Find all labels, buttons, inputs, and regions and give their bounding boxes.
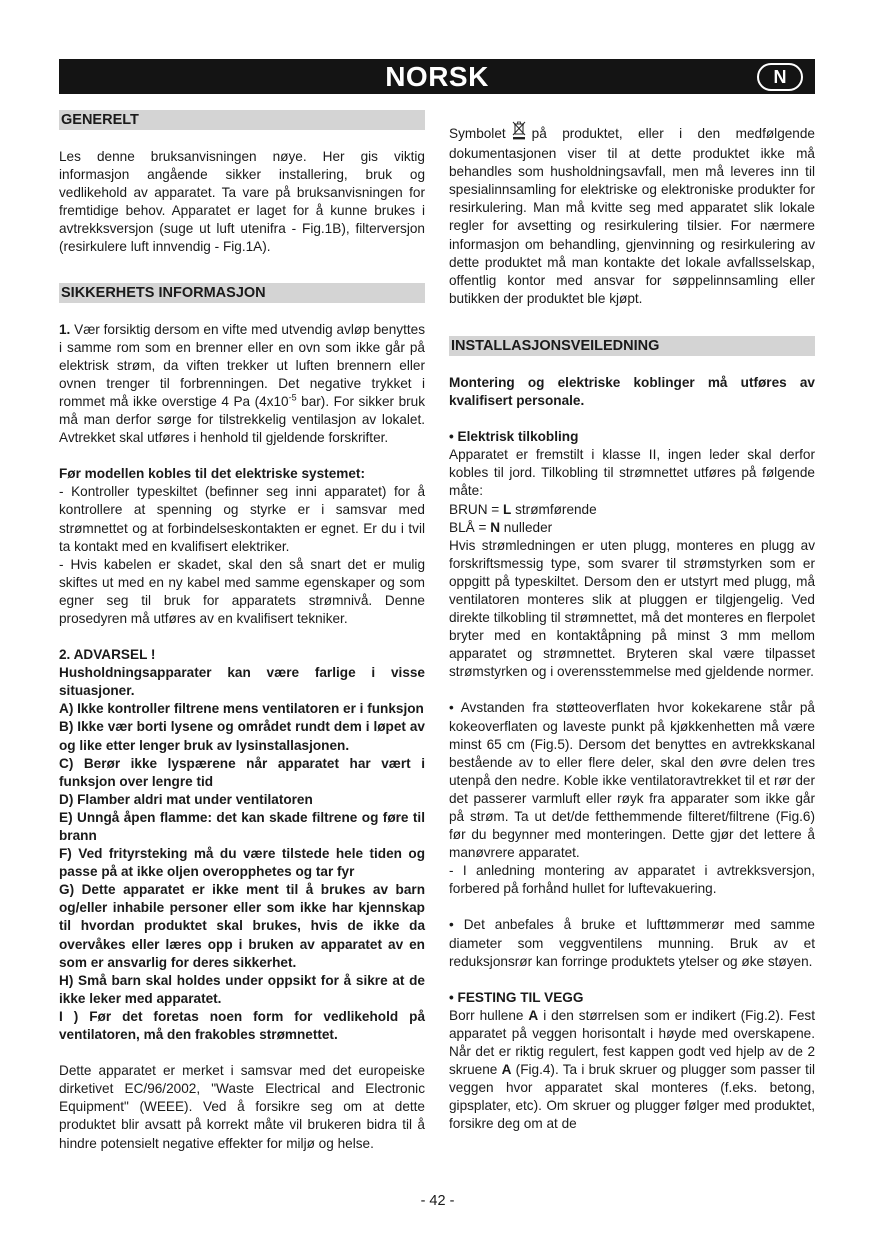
warning-item-d: D) Flamber aldri mat under ventilatoren bbox=[59, 791, 313, 807]
plug-paragraph: Hvis strømledningen er uten plugg, monteres en plugg av forskriftsmessig type, som svarer til strømstyrken som er oppgitt på typeskiltet. Dersom den er utstyrt med plugg, må ventilatoren monteres slik at pluggen er tilgjengelig. Ved direkte tilkobling til strømnettet, må det monteres en flerpolet bryter med en kontaktåpning på minst 3 mm mellom apparatet og strømnettet. Bryteren skal være tilpasset strømstyrken og i overensstemmelse med gjeldende normer. bbox=[449, 537, 815, 680]
installation-intro: Montering og elektriske koblinger må utføres av kvalifisert personale. bbox=[449, 374, 815, 409]
brown-wire-line bbox=[449, 501, 815, 519]
warning-item-g: G) Dette apparatet er ikke ment til å brukes av barn og/eller inhabile personer eller som ikke har kjennskap til hvordan produktet skal brukes, hvis de ikke da overvåkes eller læres opp i bruken av apparatet av en som er ansvarlig for deres sikkerhet. bbox=[59, 882, 425, 970]
distance-paragraph-2: - I anledning montering av apparatet i avtrekksversjon, forbered på forhånd hullet for luftevakuering. bbox=[449, 863, 815, 897]
warning-item-b: B) Ikke vær borti lysene og området rundt dem i løpet av og like etter lenger bruk av lysinstallasjonen. bbox=[59, 719, 425, 753]
blue-label: BLÅ = bbox=[449, 519, 491, 535]
wall-text-c: i den størrelsen som er indikert (Fig.2). Fest apparatet på veggen horisontalt i høyde med overskapene. Når det er riktig regulert, fest kappen godt ved hjelp av de 2 skruene bbox=[449, 1007, 816, 1078]
distance-paragraph: • Avstanden fra støtteoverflaten hvor kokekarene står på kokeoverflaten og laveste punkt på kjøkkenhetten må være minst 65 cm (Fig.5). Dersom det benyttes en avtrekkskanal bestående av to eller flere deler, skal den øvre delen tres utenpå den nedre. Koble ikke ventilatoravtrekket til et rør der det passerer varmluft eller røyk fra apparater som ikke går på strøm. Ta ut det/de fetthemmende filteret/filtrene (Fig.6) før du begynner med monteringen. Dette gjør det lettere å manøvrere apparatet. bbox=[449, 700, 815, 861]
general-paragraph: Les denne bruksanvisningen nøye. Her gis viktig informasjon angående sikker installering, bruk og vedlikehold av apparatet. Ta vare på bruksanvisningen for fremtidige behov. Apparatet er laget for å kunne brukes i avtrekksversjon (suge ut luft utenifra - Fig.1B), filterversjon (resirkulere luft innvendig - Fig.1A). bbox=[59, 149, 425, 255]
safety-number: 1. bbox=[59, 321, 71, 337]
warning-item-h: H) Små barn skal holdes under oppsikt for å sikre at de ikke leker med apparatet. bbox=[59, 972, 425, 1006]
wall-code-a1: A bbox=[528, 1007, 539, 1023]
section-title-installation: INSTALLASJONSVEILEDNING bbox=[449, 336, 815, 356]
warning-item-c: C) Berør ikke lyspærene når apparatet har vært i funksjon over lengre tid bbox=[59, 755, 425, 789]
safety-text-a: Vær forsiktig dersom en vifte med utvendig avløp benyttes i samme rom som en brenner eller en ovn som ikke går på elektrisk strøm, da viften trekker ut luften brennern eller ovnen trenger til forbrenningen. Det negative trykket i rommet må ikke overstige 4 Pa (4x10 bbox=[59, 321, 425, 409]
language-badge: N bbox=[757, 63, 803, 91]
weee-crossed-bin-icon bbox=[512, 120, 526, 145]
page-header bbox=[59, 59, 815, 94]
section-title-safety: SIKKERHETS INFORMASJON bbox=[59, 283, 425, 303]
electrical-paragraph: Apparatet er fremstilt i klasse II, ingen leder skal derfor kobles til jord. Tilkobling til strømnettet utføres på følgende måte: bbox=[449, 447, 815, 499]
left-column bbox=[59, 110, 425, 1153]
warning-item-e: E) Unngå åpen flamme: det kan skade filtrene og føre til brann bbox=[59, 809, 425, 843]
language-title: NORSK bbox=[385, 61, 489, 92]
wall-mount-title: • FESTING TIL VEGG bbox=[449, 989, 584, 1005]
warning-subtitle: Husholdningsapparater kan være farlige i visse situasjoner. bbox=[59, 665, 425, 699]
symbol-text-a: Symbolet bbox=[449, 126, 506, 141]
warning-title: 2. ADVARSEL ! bbox=[59, 647, 156, 663]
warning-item-i: I ) Før det foretas noen form for vedlikehold på ventilatoren, må den frakobles strømnettet. bbox=[59, 1008, 425, 1043]
connection-paragraph-2: - Hvis kabelen er skadet, skal den så snart det er mulig skiftes ut med en ny kabel med samme egenskaper og som egner seg til bruk for apparatets strømnivå. Denne prosedyren må utføres av en kvalifisert tekniker. bbox=[59, 556, 425, 626]
wall-code-a2: A bbox=[501, 1062, 512, 1078]
blue-code: N bbox=[490, 519, 501, 535]
page-number: - 42 - bbox=[420, 1193, 455, 1209]
pipe-paragraph: • Det anbefales å bruke et lufttømmerør med samme diameter som veggventilens munning. Bruk av et reduksjonsrør kan forringe produktets ytelser og øke støyen. bbox=[449, 917, 815, 969]
symbol-paragraph bbox=[449, 120, 815, 308]
safety-paragraph-1 bbox=[59, 321, 425, 448]
wall-text-e: (Fig.4). Ta i bruk skruer og plugger som passer til veggen hvor apparatet skal monteres (f.eks. betong, gipsplater, etc). Om skruer og plugger følger med produktet, forsikre deg om at de bbox=[449, 1062, 815, 1132]
blue-wire-line bbox=[449, 519, 815, 537]
brown-code: L bbox=[503, 501, 512, 517]
safety-text-b: bar). For sikker bruk må man derfor sørge for tilstrekkelig ventilasjon av lokalet. Avtrekket skal utføres i henhold til gjeldende forskrifter. bbox=[59, 393, 426, 446]
warning-item-f: F) Ved frityrsteking må du være tilstede hele tiden og passe på at ikke oljen overopphetes og tar fyr bbox=[59, 846, 425, 880]
right-column bbox=[449, 110, 815, 1134]
blue-desc: nulleder bbox=[500, 519, 553, 535]
weee-paragraph: Dette apparatet er merket i samsvar med det europeiske dirketivet EC/96/2002, "Waste Electrical and Electronic Equipment" (WEEE). Ved å forsikre seg om at dette produktet blir avsatt på korrekt måte vil brukeren bidra til å hindre potensielt negative effekter for miljø og helse. bbox=[59, 1063, 425, 1151]
connection-title: Før modellen kobles til det elektriske systemet: bbox=[59, 466, 365, 482]
wall-mount-paragraph bbox=[449, 1007, 815, 1134]
exponent: -5 bbox=[288, 392, 297, 403]
wall-text-a: Borr hullene bbox=[449, 1007, 529, 1023]
symbol-text-b: på produktet, eller i den medfølgende dokumentasjonen viser til at dette produktet ikke må behandles som husholdningsavfall, men må leveres inn til spesialinnsamling for elektriske og elektroniske produkter for resirkulering. Man må kvitte seg med apparatet slik lokale regler for avsetting og resirkulering tilsier. For nærmere informasjon om behandling, gjenvinning og resirkulering av dette produktet må man kontakte det lokale avfallsselskap, offentlig kontor med ansvar for søppelinnsamling eller butikken der produktet ble kjøpt. bbox=[449, 126, 815, 306]
warning-item-a: A) Ikke kontroller filtrene mens ventilatoren er i funksjon bbox=[59, 701, 424, 717]
brown-desc: strømførende bbox=[511, 501, 597, 517]
electrical-title: • Elektrisk tilkobling bbox=[449, 429, 579, 445]
brown-label: BRUN = bbox=[449, 501, 504, 517]
section-title-general: GENERELT bbox=[59, 110, 425, 130]
connection-paragraph-1: - Kontroller typeskiltet (befinner seg inni apparatet) for å kontrollere at spenning og styrke er i samsvar med strømnettet og at forbindelseskontakten er egnet. Er du i tvil ta kontakt med en kvalifisert elektriker. bbox=[59, 484, 425, 554]
